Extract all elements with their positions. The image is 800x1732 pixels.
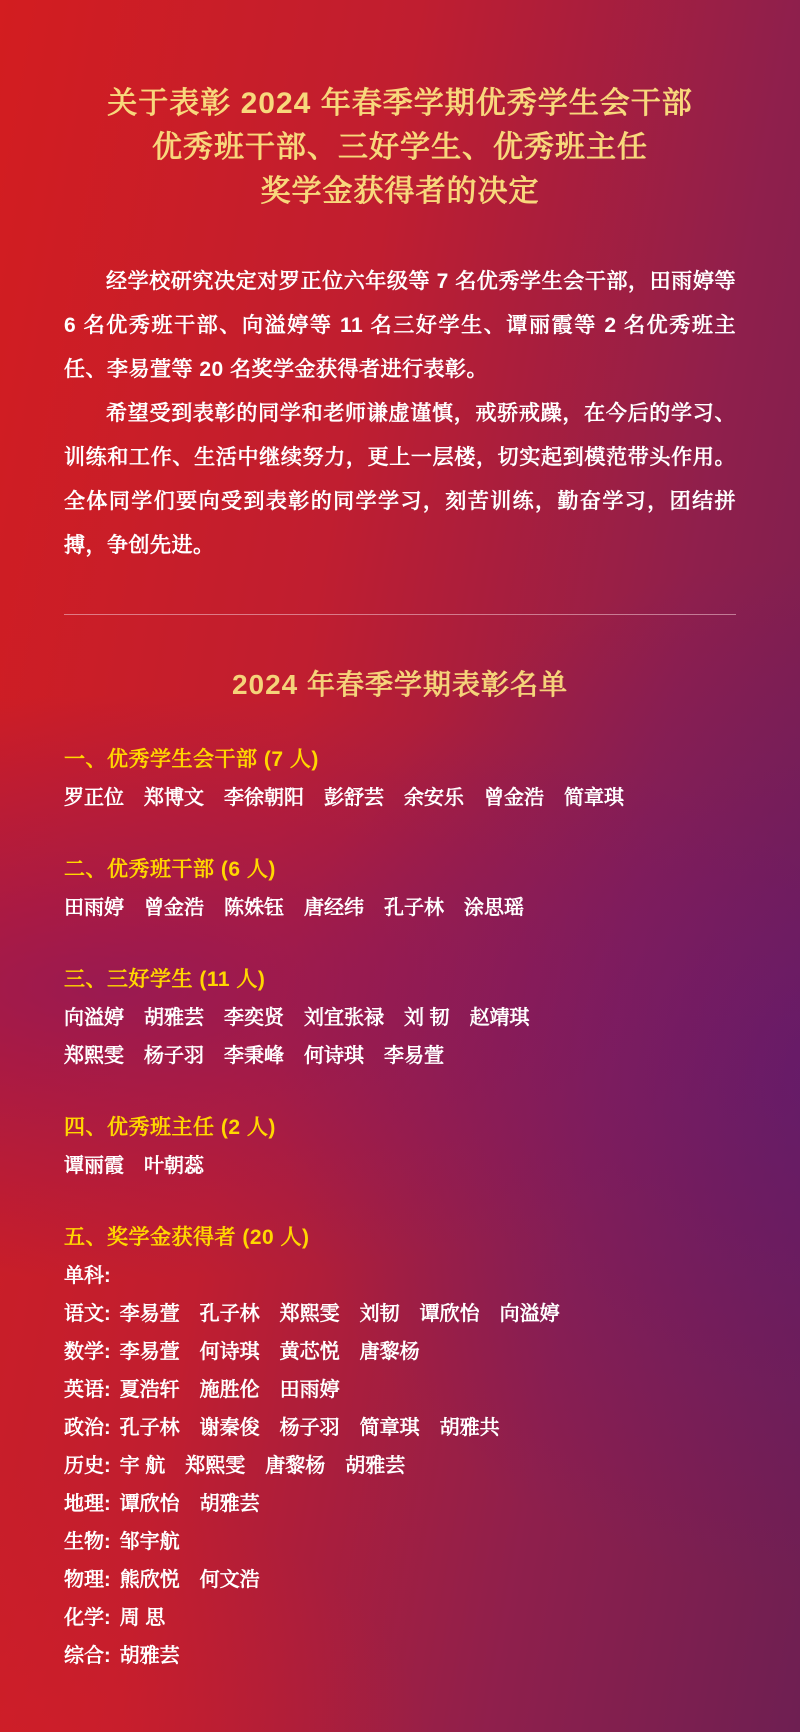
person-name: 唐经纬 <box>304 897 364 919</box>
person-name: 郑熙雯 <box>64 1045 124 1067</box>
exhortation-paragraph: 希望受到表彰的同学和老师谦虚谨慎，戒骄戒躁，在今后的学习、训练和工作、生活中继续努力，更上一层楼，切实起到模范带头作用。全体同学们要向受到表彰的同学学习，刻苦训练，勤奋学习，团结拼搏，争创先进。 <box>64 402 736 557</box>
person-name: 曾金浩 <box>484 787 544 809</box>
section-merit-students <box>64 961 736 1075</box>
person-name: 周 思 <box>119 1607 166 1629</box>
subject-label: 生物: <box>64 1531 111 1553</box>
person-name: 罗正位 <box>64 787 124 809</box>
person-name: 李奕贤 <box>224 1007 284 1029</box>
person-name: 简章琪 <box>359 1417 420 1439</box>
person-name: 郑熙雯 <box>279 1303 340 1325</box>
person-name: 胡雅芸 <box>144 1007 204 1029</box>
person-name: 宇 航 <box>119 1455 166 1477</box>
section-heading: 五、奖学金获得者 (20 人) <box>64 1226 310 1249</box>
person-name: 孔子林 <box>119 1417 180 1439</box>
subject-label: 语文: <box>64 1303 111 1325</box>
person-name: 胡雅芸 <box>199 1493 260 1515</box>
person-name: 郑博文 <box>144 787 204 809</box>
section-heading: 四、优秀班主任 (2 人) <box>64 1116 276 1139</box>
section-heading: 二、优秀班干部 (6 人) <box>64 858 276 881</box>
person-name: 曾金浩 <box>144 897 204 919</box>
subject-row-biology <box>64 1523 736 1561</box>
person-name: 胡雅共 <box>439 1417 500 1439</box>
person-name: 孔子林 <box>384 897 444 919</box>
person-name: 唐黎杨 <box>265 1455 326 1477</box>
subject-row-chinese <box>64 1295 736 1333</box>
person-name: 涂思瑶 <box>464 897 524 919</box>
person-name: 谢秦俊 <box>199 1417 260 1439</box>
person-name: 杨子羽 <box>279 1417 340 1439</box>
section-student-union-cadres <box>64 741 736 817</box>
subject-row-politics <box>64 1409 736 1447</box>
person-name: 田雨婷 <box>279 1379 340 1401</box>
person-name: 李徐朝阳 <box>224 787 304 809</box>
subject-row-comprehensive <box>64 1637 736 1675</box>
person-name: 施胜伦 <box>199 1379 260 1401</box>
person-name: 何诗琪 <box>199 1341 260 1363</box>
person-name: 夏浩轩 <box>119 1379 180 1401</box>
subject-label: 化学: <box>64 1607 111 1629</box>
person-name: 杨子羽 <box>144 1045 204 1067</box>
subject-label: 数学: <box>64 1341 111 1363</box>
section-class-cadres <box>64 851 736 927</box>
section-head-teachers <box>64 1109 736 1185</box>
title-line-1: 关于表彰 2024 年春季学期优秀学生会干部 <box>107 87 693 120</box>
person-name: 邹宇航 <box>119 1531 180 1553</box>
person-name: 彭舒芸 <box>324 787 384 809</box>
subject-row-english <box>64 1371 736 1409</box>
subject-row-math <box>64 1333 736 1371</box>
person-name: 李易萱 <box>384 1045 444 1067</box>
subject-label: 地理: <box>64 1493 111 1515</box>
person-name: 叶朝蕊 <box>144 1155 204 1177</box>
person-name: 胡雅芸 <box>119 1645 180 1667</box>
subject-row-geography <box>64 1485 736 1523</box>
person-name: 余安乐 <box>404 787 464 809</box>
subject-label: 政治: <box>64 1417 111 1439</box>
title-line-3: 奖学金获得者的决定 <box>260 175 540 208</box>
section-heading: 一、优秀学生会干部 (7 人) <box>64 748 319 771</box>
title-line-2: 优秀班干部、三好学生、优秀班主任 <box>152 131 648 164</box>
document-title <box>64 82 736 214</box>
subject-row-physics <box>64 1561 736 1599</box>
subject-label: 物理: <box>64 1569 111 1591</box>
name-list <box>64 779 736 817</box>
section-scholarship-winners <box>64 1219 736 1675</box>
subject-name-list <box>120 1485 260 1523</box>
person-name: 谭丽霞 <box>64 1155 124 1177</box>
person-name: 陈姝钰 <box>224 897 284 919</box>
name-list <box>64 1147 736 1185</box>
person-name: 何文浩 <box>199 1569 260 1591</box>
person-name: 郑熙雯 <box>185 1455 246 1477</box>
person-name: 赵靖琪 <box>469 1007 530 1029</box>
person-name: 刘宜张禄 <box>304 1007 384 1029</box>
single-subject-label: 单科: <box>64 1265 111 1287</box>
subject-label: 历史: <box>64 1455 111 1477</box>
subject-name-list <box>120 1523 180 1561</box>
roster <box>64 741 736 1675</box>
section-heading: 三、三好学生 (11 人) <box>64 968 266 991</box>
person-name: 刘 韧 <box>404 1007 450 1029</box>
person-name: 唐黎杨 <box>359 1341 420 1363</box>
roster-title: 2024 年春季学期表彰名单 <box>231 669 569 700</box>
body-paragraphs <box>64 260 736 568</box>
name-list <box>64 889 736 927</box>
name-list <box>64 1037 736 1075</box>
subject-name-list <box>120 1333 420 1371</box>
subject-row-chemistry <box>64 1599 736 1637</box>
person-name: 向溢婷 <box>499 1303 560 1325</box>
person-name: 刘韧 <box>359 1303 400 1325</box>
subject-name-list <box>120 1599 166 1637</box>
person-name: 孔子林 <box>199 1303 260 1325</box>
person-name: 简章琪 <box>564 787 624 809</box>
subject-row-history <box>64 1447 736 1485</box>
person-name: 李易萱 <box>119 1303 180 1325</box>
person-name: 何诗琪 <box>304 1045 364 1067</box>
person-name: 谭欣怡 <box>119 1493 180 1515</box>
person-name: 熊欣悦 <box>119 1569 180 1591</box>
subject-name-list <box>120 1561 260 1599</box>
person-name: 黄芯悦 <box>279 1341 340 1363</box>
subject-label: 英语: <box>64 1379 111 1401</box>
subject-name-list <box>120 1637 180 1675</box>
section-divider <box>64 614 736 615</box>
person-name: 田雨婷 <box>64 897 124 919</box>
person-name: 李易萱 <box>119 1341 180 1363</box>
subject-name-list <box>120 1447 406 1485</box>
person-name: 李秉峰 <box>224 1045 284 1067</box>
subject-name-list <box>120 1409 500 1447</box>
intro-paragraph: 经学校研究决定对罗正位六年级等 7 名优秀学生会干部，田雨婷等 6 名优秀班干部、向溢婷等 11 名三好学生、谭丽霞等 2 名优秀班主任、李易萱等 20 名奖学金获得者进行表彰。 <box>64 270 736 381</box>
person-name: 谭欣怡 <box>419 1303 480 1325</box>
person-name: 胡雅芸 <box>345 1455 406 1477</box>
subject-name-list <box>120 1371 340 1409</box>
subject-name-list <box>120 1295 560 1333</box>
subject-label: 综合: <box>64 1645 111 1667</box>
name-list <box>64 999 736 1037</box>
person-name: 向溢婷 <box>64 1007 124 1029</box>
